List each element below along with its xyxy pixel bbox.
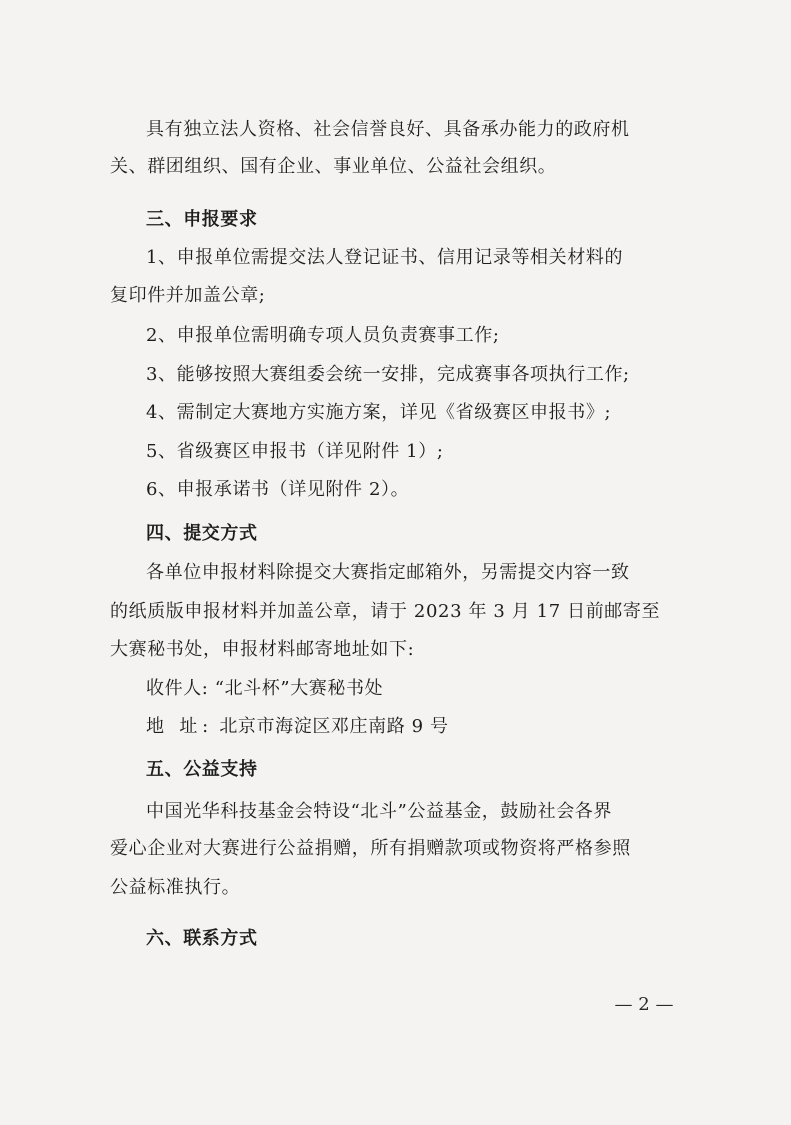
section-heading-requirements: 三、申报要求 <box>146 209 258 230</box>
address-label: 地 址: <box>146 716 213 737</box>
address-value: 北京市海淀区邓庄南路 9 号 <box>219 716 449 737</box>
submission-line-3: 大赛秘书处，申报材料邮寄地址如下: <box>110 639 415 660</box>
submission-line-1: 各单位申报材料除提交大赛指定邮箱外，另需提交内容一致 <box>146 562 630 583</box>
eligibility-line-2: 关、群团组织、国有企业、事业单位、公益社会组织。 <box>110 156 557 177</box>
submission-line-2: 的纸质版申报材料并加盖公章，请于 2023 年 3 月 17 日前邮寄至 <box>110 601 661 622</box>
charity-line-3: 公益标准执行。 <box>110 877 241 898</box>
recipient-line: 收件人: “北斗杯”大赛秘书处 <box>146 678 384 699</box>
section-heading-submission: 四、提交方式 <box>146 523 258 544</box>
requirement-item-2: 2、申报单位需明确专项人员负责赛事工作; <box>146 325 500 346</box>
requirement-item-6: 6、申报承诺书（详见附件 2）。 <box>146 479 410 500</box>
requirement-item-4: 4、需制定大赛地方实施方案，详见《省级赛区申报书》; <box>146 402 612 423</box>
requirement-item-1-line-2: 复印件并加盖公章; <box>110 285 266 306</box>
charity-line-2: 爱心企业对大赛进行公益捐赠，所有捐赠款项或物资将严格参照 <box>110 838 631 859</box>
section-heading-contact: 六、联系方式 <box>146 928 258 949</box>
charity-line-1: 中国光华科技基金会特设“北斗”公益基金，鼓励社会各界 <box>146 801 613 822</box>
section-heading-charity: 五、公益支持 <box>146 759 258 780</box>
page-number: — 2 — <box>614 994 674 1015</box>
requirement-item-3: 3、能够按照大赛组委会统一安排，完成赛事各项执行工作; <box>146 364 630 385</box>
address-line <box>146 713 449 741</box>
requirement-item-5: 5、省级赛区申报书（详见附件 1）; <box>146 441 444 462</box>
eligibility-line-1: 具有独立法人资格、社会信誉良好、具备承办能力的政府机 <box>146 119 630 140</box>
requirement-item-1-line-1: 1、申报单位需提交法人登记证书、信用记录等相关材料的 <box>146 247 624 268</box>
